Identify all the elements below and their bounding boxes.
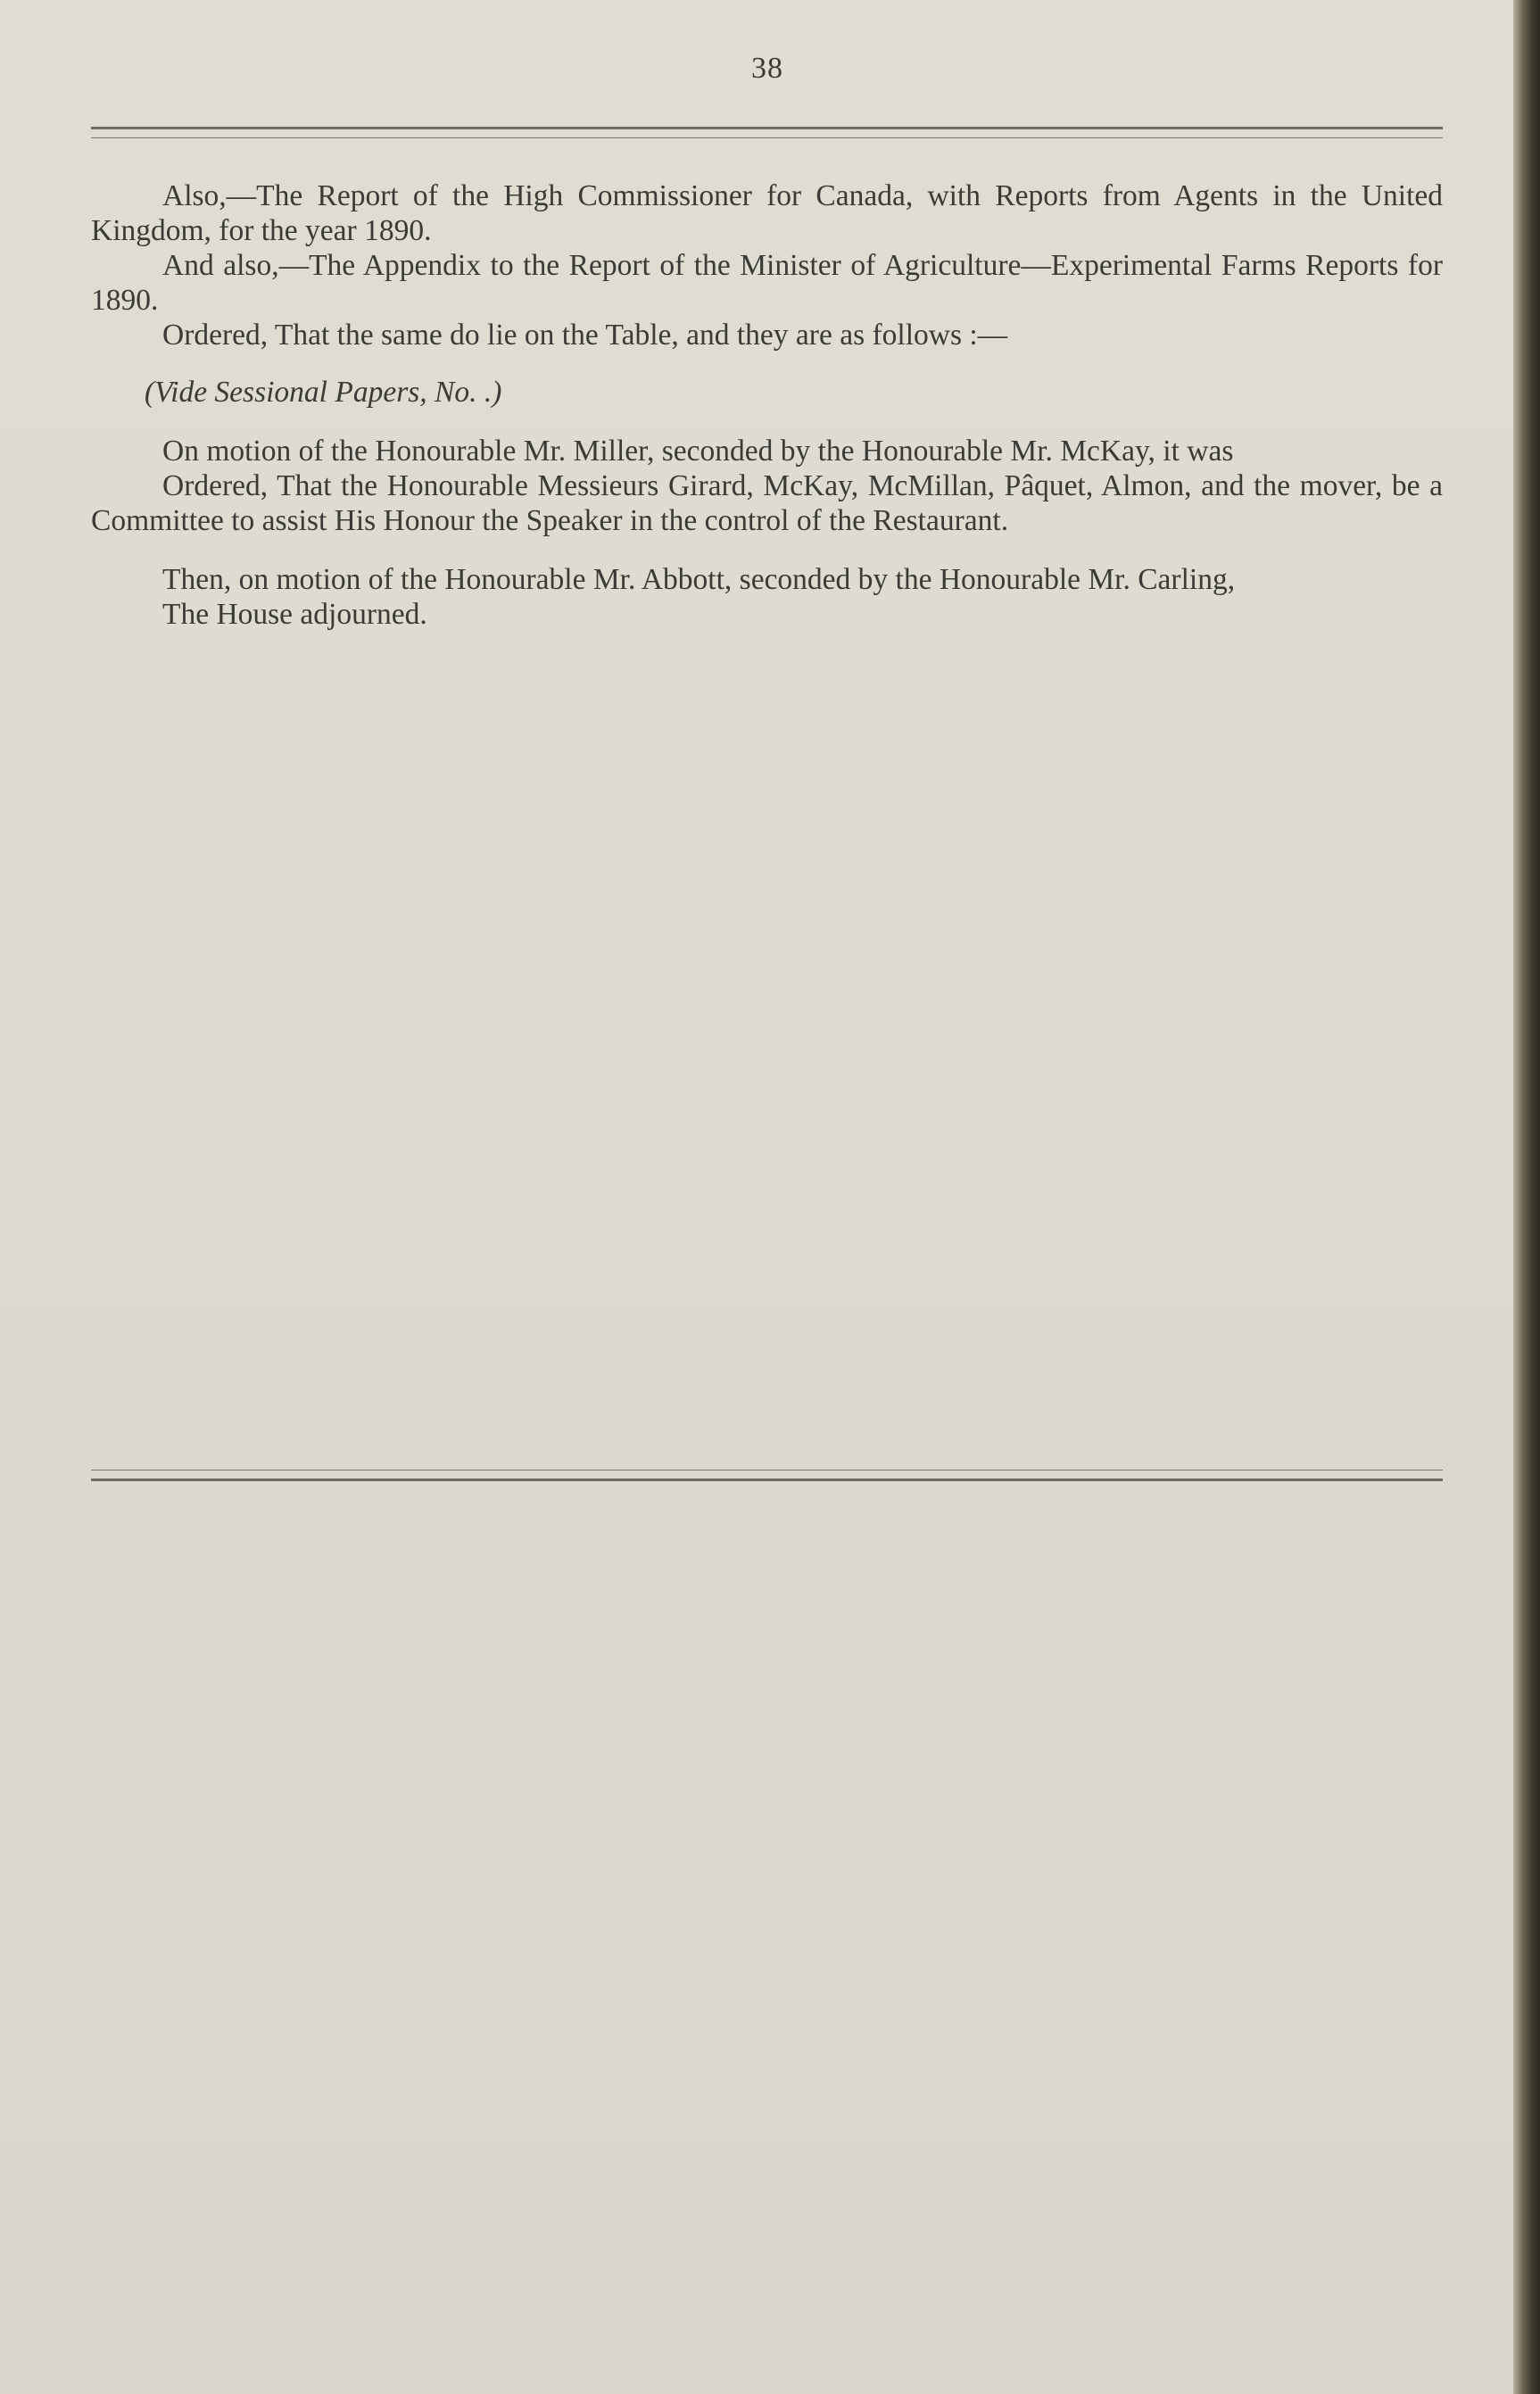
book-binding-edge [1513,0,1540,2394]
paragraph-motion-miller: On motion of the Honourable Mr. Miller, seconded by the Honourable Mr. McKay, it was [162,435,1234,468]
top-double-rule [91,127,1443,138]
top-rule-thin [91,137,1443,138]
paragraph-house-adjourned: The House adjourned. [162,598,427,631]
paragraph-ordered-restaurant-committee: Ordered, That the Honourable Messieurs Girard, McKay, McMillan, Pâquet, Almon, and the mover, be a Committee to assist His Honour the Speaker in the control of the Restaurant. [91,469,1443,537]
paragraph-high-commissioner-report: Also,—The Report of the High Commissioner for Canada, with Reports from Agents in the United Kingdom, for the year 1890. [91,179,1443,247]
page-number: 38 [751,52,783,85]
paragraph-motion-abbott: Then, on motion of the Honourable Mr. Abbott, seconded by the Honourable Mr. Carling, [162,563,1236,596]
vide-sessional-papers: (Vide Sessional Papers, No. .) [145,376,502,409]
paragraph-ordered-lie-on-table: Ordered, That the same do lie on the Table, and they are as follows :— [162,319,1008,352]
top-rule-thick [91,127,1443,129]
journal-body [91,178,1443,632]
bottom-double-rule [91,1470,1443,1481]
bottom-rule-thick [91,1479,1443,1481]
paragraph-appendix-agriculture: And also,—The Appendix to the Report of the Minister of Agriculture—Experimental Farms Reports for 1890. [91,249,1443,317]
